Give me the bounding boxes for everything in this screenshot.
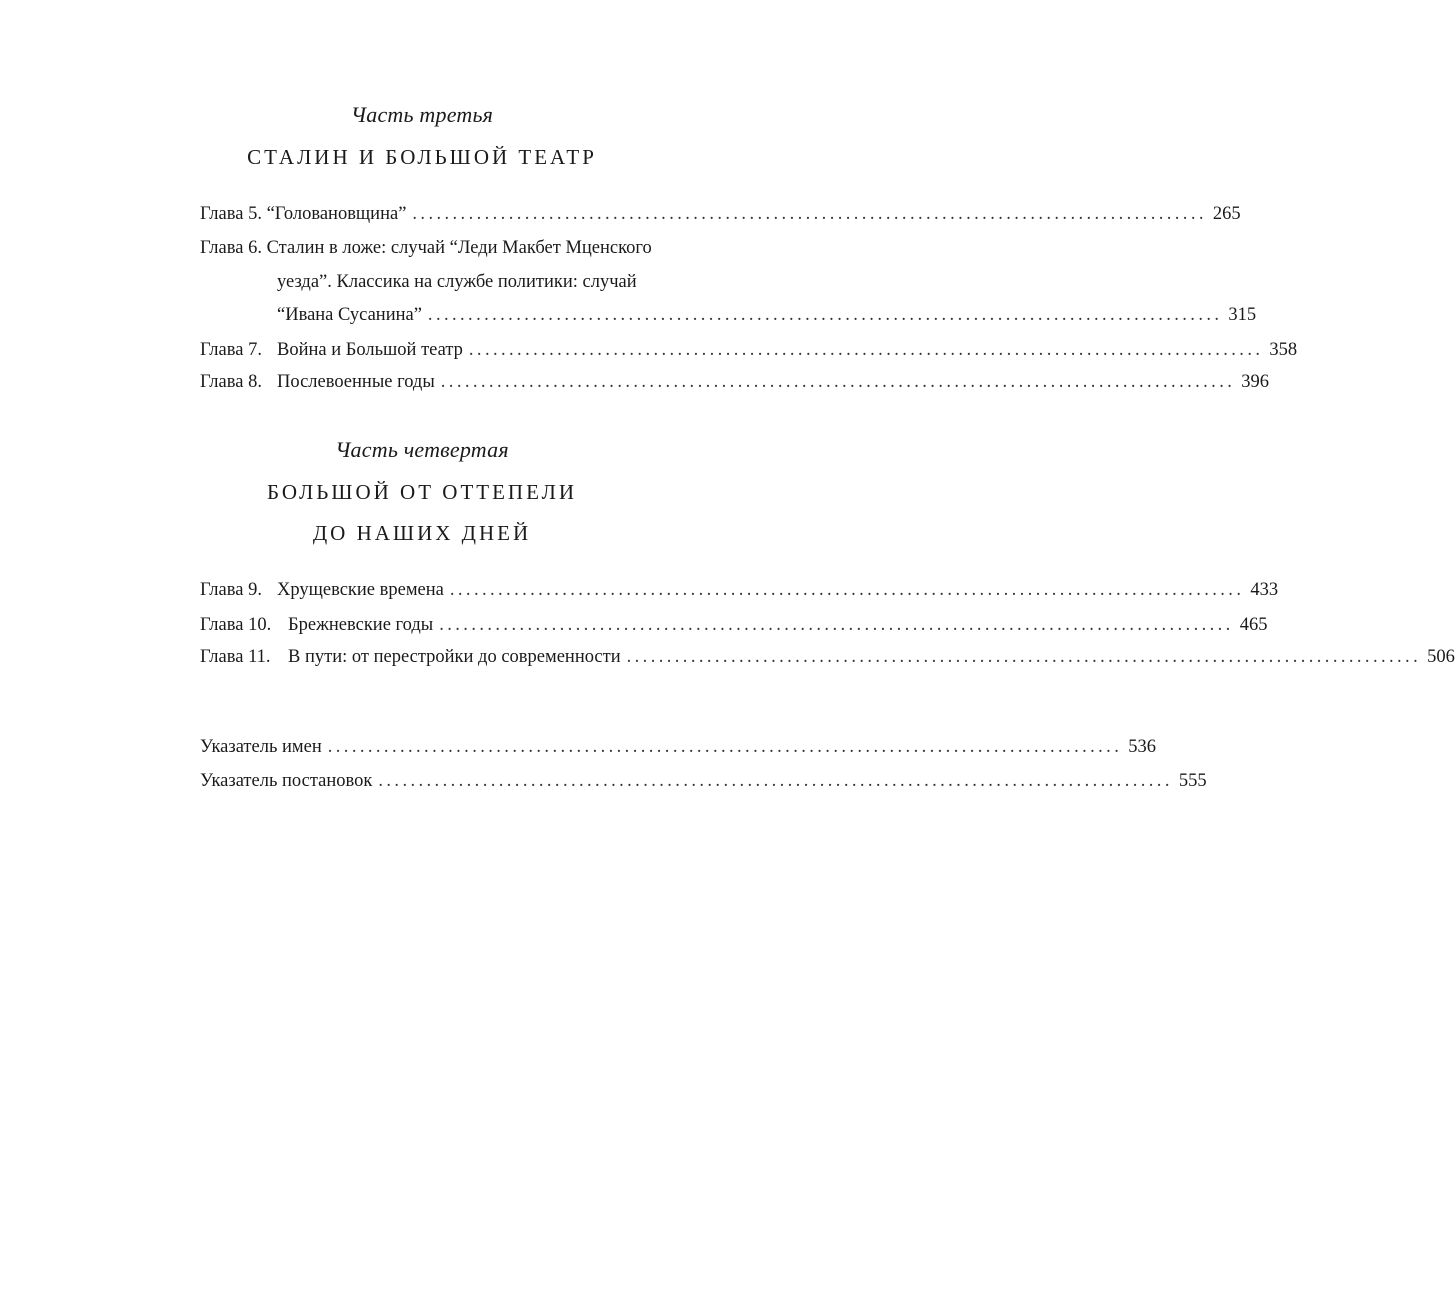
chapter-number: Глава 9. — [200, 580, 262, 600]
page-number: 433 — [1250, 580, 1279, 600]
chapter-title-line2: уезда”. Классика на службе политики: случай — [277, 272, 637, 292]
dot-leader: ................................................................................................... — [412, 204, 1207, 224]
part3-title: СТАЛИН И БОЛЬШОЙ ТЕАТР — [247, 145, 597, 169]
chapter-number: Глава 5. — [200, 204, 262, 224]
part4-title-line1: БОЛЬШОЙ ОТ ОТТЕПЕЛИ — [266, 480, 578, 504]
toc-entry-ch11[interactable] — [200, 647, 1455, 675]
chapter-title: “Головановщина” — [266, 204, 407, 224]
toc-entry-ch6-line3[interactable] — [277, 305, 1257, 333]
part4-label: Часть четвертая — [335, 437, 509, 462]
chapter-number: Глава 10. — [200, 615, 272, 635]
part3-label: Часть третья — [350, 102, 494, 127]
page-number: 536 — [1128, 737, 1156, 757]
chapter-title: Брежневские годы — [288, 615, 434, 635]
chapter-number: Глава 7. — [200, 340, 262, 360]
chapter-title: Хрущевские времена — [277, 580, 444, 600]
toc-entry-name-index[interactable] — [200, 737, 1156, 765]
chapter-title-line1: Сталин в ложе: случай “Леди Макбет Мценского — [266, 238, 652, 258]
dot-leader: ................................................................................................... — [440, 372, 1236, 392]
page-number: 465 — [1239, 615, 1268, 635]
toc-entry-ch6-line1[interactable] — [200, 238, 652, 259]
chapter-number: Глава 11. — [200, 647, 271, 667]
dot-leader: ................................................................................................... — [427, 305, 1223, 325]
dot-leader: ................................................................................................... — [439, 615, 1234, 635]
chapter-title: Война и Большой театр — [277, 340, 463, 360]
toc-entry-ch7[interactable] — [200, 340, 1298, 368]
page-number: 396 — [1241, 372, 1270, 392]
chapter-title: Послевоенные годы — [277, 372, 435, 392]
index-title: Указатель постановок — [200, 771, 373, 791]
dot-leader: ................................................................................................... — [468, 340, 1264, 360]
page-number: 555 — [1178, 771, 1207, 791]
toc-entry-ch9[interactable] — [200, 580, 1279, 608]
part4-title-line2: ДО НАШИХ ДНЕЙ — [312, 521, 532, 545]
toc-entry-ch10[interactable] — [200, 615, 1268, 643]
page-number: 265 — [1212, 204, 1241, 224]
chapter-number: Глава 8. — [200, 372, 262, 392]
toc-entry-productions-index[interactable] — [200, 771, 1207, 799]
dot-leader: ................................................................................................... — [626, 647, 1422, 667]
dot-leader: ................................................................................................... — [327, 737, 1123, 757]
page-number: 506 — [1427, 647, 1455, 667]
chapter-title: В пути: от перестройки до современности — [288, 647, 621, 667]
page-number: 358 — [1269, 340, 1298, 360]
dot-leader: ................................................................................................... — [378, 771, 1173, 791]
dot-leader: ................................................................................................... — [449, 580, 1245, 600]
toc-entry-ch5[interactable] — [200, 204, 1241, 232]
toc-entry-ch8[interactable] — [200, 372, 1270, 400]
chapter-title-line3: “Ивана Сусанина” — [277, 305, 422, 325]
index-title: Указатель имен — [200, 737, 322, 757]
chapter-number: Глава 6. — [200, 238, 262, 258]
page-number: 315 — [1228, 305, 1257, 325]
